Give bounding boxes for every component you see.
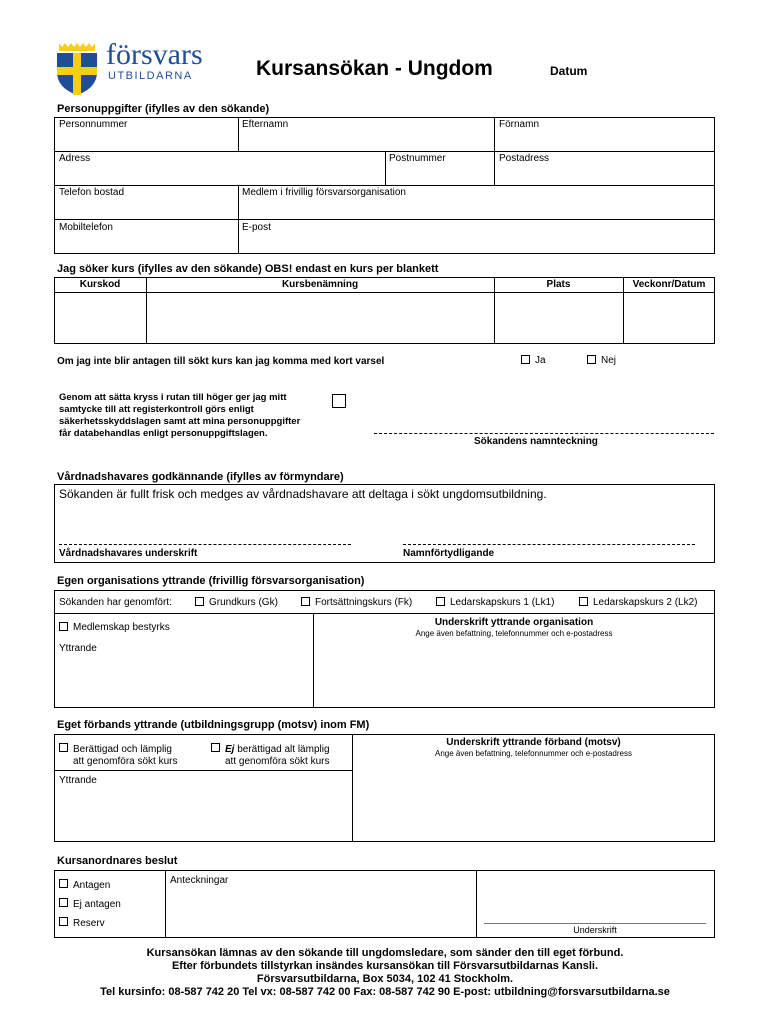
not-eligible-line-2: att genomföra sökt kurs — [225, 756, 330, 767]
consent-line-3: säkerhetsskyddslagen samt att mina personuppgifter — [59, 416, 301, 427]
antagen-label: Antagen — [73, 880, 111, 891]
guardian-heading: Vårdnadshavares godkännande (ifylles av förmyndare) — [57, 471, 344, 483]
logo-wordmark: försvars — [106, 38, 203, 71]
org-sign-sub: Ange även befattning, telefonnummer och e-postadress — [415, 629, 613, 638]
not-eligible-line-1 — [225, 744, 330, 755]
fornamn-field[interactable]: Förnamn — [499, 119, 540, 130]
consent-line-2: samtycke till att registerkontroll görs enligt — [59, 404, 254, 415]
antagen-checkbox[interactable] — [59, 879, 68, 888]
fk-label: Fortsättningskurs (Fk) — [315, 597, 413, 608]
lk1-label: Ledarskapskurs 1 (Lk1) — [450, 597, 555, 608]
org-statement-field[interactable]: Yttrande — [59, 643, 97, 654]
applicant-signature-line[interactable] — [374, 433, 714, 434]
not-eligible-rest: berättigad alt lämplig — [234, 744, 330, 755]
logo-subtitle: UTBILDARNA — [108, 70, 193, 82]
org-sign-title: Underskrift yttrande organisation — [434, 617, 594, 628]
nej-label: Nej — [601, 355, 617, 366]
applicant-signature-label: Sökandens namnteckning — [474, 436, 598, 447]
nej-checkbox[interactable] — [587, 355, 596, 364]
page-title: Kursansökan - Ungdom — [256, 57, 493, 80]
adress-field[interactable]: Adress — [59, 153, 91, 164]
coat-of-arms-icon — [54, 40, 100, 96]
mobil-field[interactable]: Mobiltelefon — [59, 222, 113, 233]
footer-line-3: Försvarsutbildarna, Box 5034, 102 41 Stockholm. — [256, 973, 514, 985]
guardian-signature-label: Vårdnadshavares underskrift — [59, 548, 198, 559]
decision-signature-line[interactable] — [484, 923, 706, 924]
not-eligible-prefix: Ej — [225, 744, 235, 755]
union-statement-field[interactable]: Yttrande — [59, 775, 97, 786]
telefon-field[interactable]: Telefon bostad — [59, 187, 125, 198]
eligible-checkbox[interactable] — [59, 743, 68, 752]
eligible-line-2: att genomföra sökt kurs — [73, 756, 178, 767]
efternamn-field[interactable]: Efternamn — [242, 119, 289, 130]
guardian-signature-line[interactable] — [59, 544, 351, 545]
ej-antagen-label: Ej antagen — [73, 899, 121, 910]
ja-label: Ja — [535, 355, 546, 366]
org-completed-label: Sökanden har genomfört: — [59, 597, 172, 608]
lk1-checkbox[interactable] — [436, 597, 445, 606]
date-label: Datum — [550, 64, 588, 78]
guardian-clarification-line[interactable] — [403, 544, 695, 545]
union-sign-title: Underskrift yttrande förband (motsv) — [446, 737, 621, 748]
org-heading: Egen organisations yttrande (frivillig försvarsorganisation) — [57, 575, 365, 587]
consent-line-1: Genom att sätta kryss i rutan till höger ger jag mitt — [59, 392, 287, 403]
logo — [54, 40, 204, 96]
union-sign-sub: Ange även befattning, telefonnummer och e-postadress — [434, 749, 632, 758]
col-veckonr: Veckonr/Datum — [632, 279, 706, 290]
footer-line-1: Kursansökan lämnas av den sökande till ungdomsledare, som sänder den till eget förbund. — [146, 947, 624, 959]
col-kursbenamning: Kursbenämning — [281, 279, 359, 290]
not-eligible-checkbox[interactable] — [211, 743, 220, 752]
col-kurskod: Kurskod — [79, 279, 121, 290]
course-heading: Jag söker kurs (ifylles av den sökande) OBS! endast en kurs per blankett — [57, 263, 439, 275]
medlem-field[interactable]: Medlem i frivillig försvarsorganisation — [242, 187, 406, 198]
union-heading: Eget förbands yttrande (utbildningsgrupp (motsv) inom FM) — [57, 719, 370, 731]
personal-heading: Personuppgifter (ifylles av den sökande) — [57, 103, 270, 115]
ja-checkbox[interactable] — [521, 355, 530, 364]
eligible-line-1: Berättigad och lämplig — [73, 744, 172, 755]
postnummer-field[interactable]: Postnummer — [389, 153, 446, 164]
personnummer-field[interactable]: Personnummer — [59, 119, 128, 130]
reserv-label: Reserv — [73, 918, 105, 929]
fk-checkbox[interactable] — [301, 597, 310, 606]
consent-checkbox[interactable] — [332, 394, 346, 408]
reserv-checkbox[interactable] — [59, 917, 68, 926]
footer-line-4: Tel kursinfo: 08-587 742 20 Tel vx: 08-587 742 00 Fax: 08-587 742 90 E-post: utbildning@forsvarsutbildarna.se — [100, 986, 670, 998]
membership-checkbox[interactable] — [59, 622, 68, 631]
postadress-field[interactable]: Postadress — [499, 153, 550, 164]
gk-label: Grundkurs (Gk) — [209, 597, 278, 608]
short-notice-text: Om jag inte blir antagen till sökt kurs kan jag komma med kort varsel — [57, 356, 385, 367]
lk2-checkbox[interactable] — [579, 597, 588, 606]
decision-heading: Kursanordnares beslut — [57, 855, 178, 867]
guardian-clarification-label: Namnförtydligande — [403, 548, 495, 559]
gk-checkbox[interactable] — [195, 597, 204, 606]
ej-antagen-checkbox[interactable] — [59, 898, 68, 907]
guardian-statement: Sökanden är fullt frisk och medges av vårdnadshavare att deltaga i sökt ungdomsutbildning. — [59, 487, 547, 501]
membership-label: Medlemskap bestyrks — [73, 622, 170, 633]
lk2-label: Ledarskapskurs 2 (Lk2) — [593, 597, 698, 608]
course-input-row[interactable] — [55, 293, 714, 343]
notes-field[interactable]: Anteckningar — [170, 875, 229, 886]
decision-signature-label: Underskrift — [573, 925, 617, 935]
epost-field[interactable]: E-post — [242, 222, 271, 233]
consent-line-4: får databehandlas enligt personuppgiftslagen. — [59, 428, 268, 439]
col-plats: Plats — [546, 279, 571, 290]
footer-line-2: Efter förbundets tillstyrkan insändes kursansökan till Försvarsutbildarnas Kansli. — [171, 960, 599, 972]
